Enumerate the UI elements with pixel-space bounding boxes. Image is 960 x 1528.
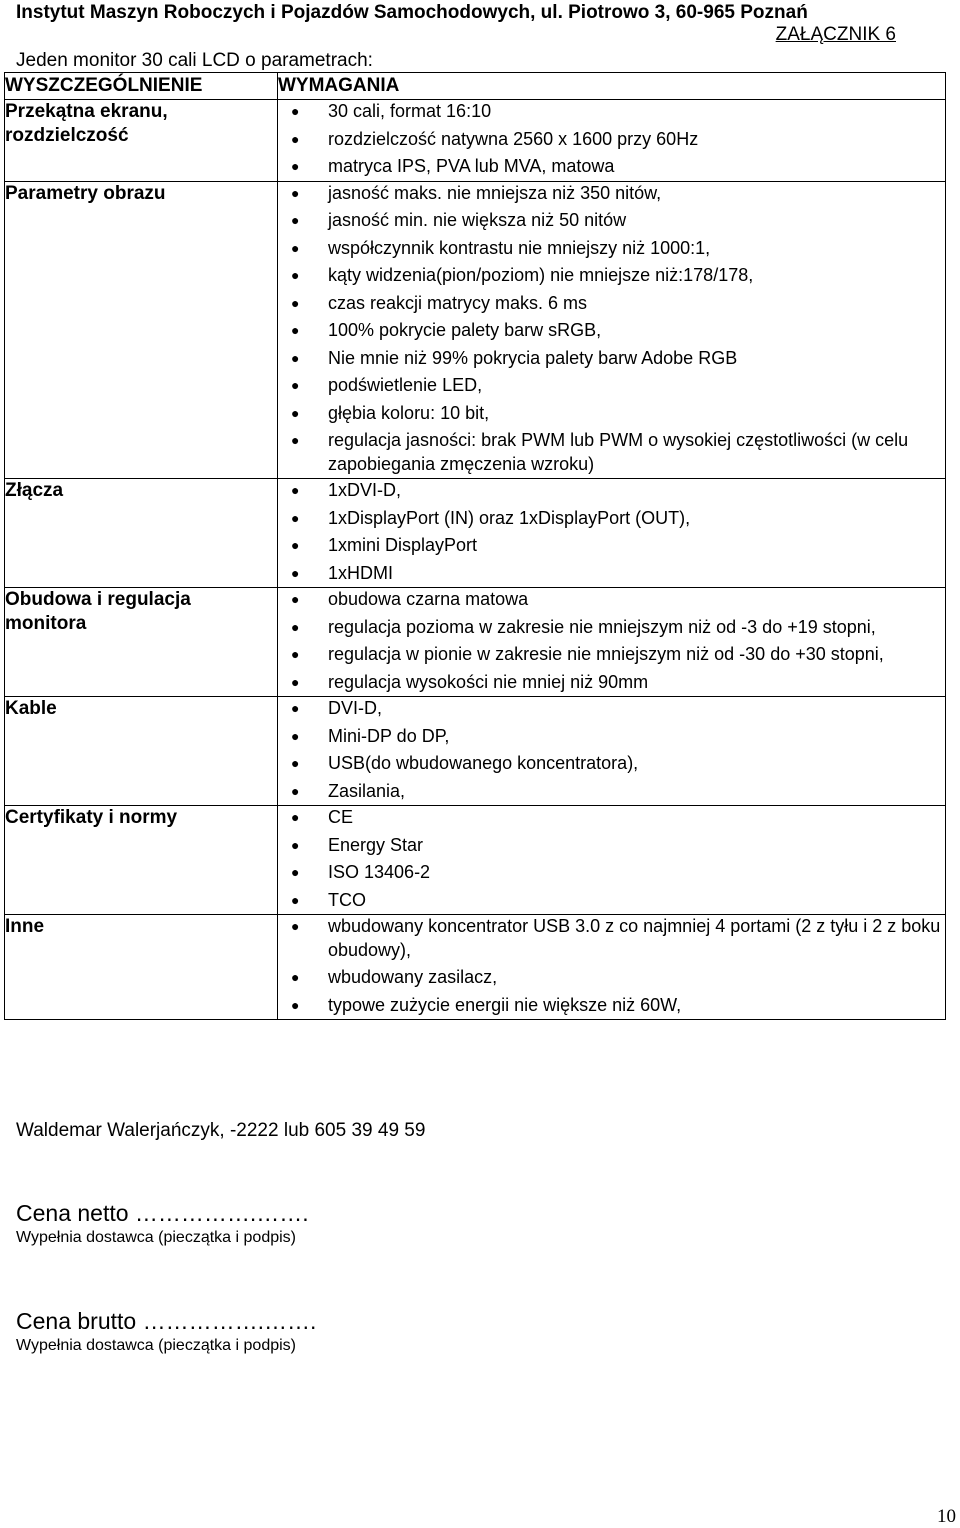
list-item: [278, 319, 945, 343]
requirement-text: 1xDisplayPort (IN) oraz 1xDisplayPort (OUT),: [328, 507, 691, 528]
requirement-text: regulacja wysokości nie mniej niż 90mm: [328, 671, 649, 692]
gross-price-label: Cena brutto …………….…….: [16, 1308, 317, 1334]
requirement-text: 30 cali, format 16:10: [328, 101, 492, 121]
list-item: [278, 155, 945, 179]
bullet-icon: ●: [291, 700, 300, 716]
requirement-text: rozdzielczość natywna 2560 x 1600 przy 60Hz: [328, 128, 699, 149]
requirement-text: podświetlenie LED,: [328, 375, 483, 395]
row-requirements: [278, 915, 946, 1020]
bullet-icon: ●: [291, 509, 300, 526]
list-item: [278, 915, 945, 962]
bullet-icon: ●: [291, 404, 300, 421]
requirement-text: USB(do wbudowanego koncentratora),: [328, 753, 639, 773]
requirement-text: TCO: [328, 889, 366, 910]
table-row: [5, 181, 946, 479]
list-item: [278, 752, 945, 776]
list-item: [278, 402, 945, 426]
requirements-list: [278, 588, 945, 694]
gross-price-note: Wypełnia dostawca (pieczątka i podpis): [16, 1337, 296, 1354]
bullet-icon: ●: [291, 103, 300, 119]
requirement-text: regulacja pozioma w zakresie nie mniejszym niż od -3 do +19 stopni,: [328, 616, 876, 637]
requirement-text: typowe zużycie energii nie większe niż 60W,: [328, 994, 682, 1015]
bullet-icon: ●: [291, 432, 300, 448]
bullet-icon: ●: [291, 673, 300, 690]
requirement-text: 1xmini DisplayPort: [328, 535, 478, 555]
requirement-text: wbudowany koncentrator USB 3.0 z co najmniej 4 portami (2 z tyłu i 2 z boku obudowy),: [328, 916, 941, 960]
requirement-text: obudowa czarna matowa: [328, 589, 529, 609]
list-item: [278, 237, 945, 261]
list-item: [278, 806, 945, 830]
row-requirements: [278, 806, 946, 915]
bullet-icon: ●: [291, 918, 300, 934]
bullet-icon: ●: [291, 809, 300, 825]
row-requirements: [278, 588, 946, 697]
bullet-icon: ●: [291, 322, 300, 338]
requirements-list: [278, 806, 945, 912]
requirement-text: CE: [328, 807, 354, 827]
bullet-icon: ●: [291, 727, 300, 744]
requirement-text: 1xHDMI: [328, 562, 394, 583]
bullet-icon: ●: [291, 349, 300, 366]
list-item: [278, 834, 945, 858]
list-item: [278, 616, 945, 640]
list-item: [278, 507, 945, 531]
list-item: [278, 966, 945, 990]
list-item: [278, 429, 945, 476]
list-item: [278, 725, 945, 749]
requirements-list: [278, 915, 945, 1017]
row-label: Przekątna ekranu, rozdzielczość: [5, 100, 278, 182]
row-label: Certyfikaty i normy: [5, 806, 278, 915]
row-requirements: [278, 697, 946, 806]
requirement-text: jasność maks. nie mniejsza niż 350 nitów,: [328, 182, 662, 203]
bullet-icon: ●: [291, 294, 300, 311]
annex-label: ZAŁĄCZNIK 6: [775, 24, 896, 45]
requirement-text: 1xDVI-D,: [328, 480, 402, 500]
list-item: [278, 182, 945, 206]
requirements-list: [278, 479, 945, 585]
row-requirements: [278, 100, 946, 182]
list-item: [278, 100, 945, 124]
list-item: [278, 264, 945, 288]
bullet-icon: ●: [291, 646, 300, 662]
contact-signature: Waldemar Walerjańczyk, -2222 lub 605 39 49 59: [16, 1120, 426, 1141]
requirement-text: współczynnik kontrastu nie mniejszy niż 1000:1,: [328, 237, 711, 258]
list-item: [278, 671, 945, 695]
requirements-list: [278, 100, 945, 179]
bullet-icon: ●: [291, 537, 300, 553]
intro-text: Jeden monitor 30 cali LCD o parametrach:: [16, 50, 373, 71]
net-price-block: [16, 1200, 309, 1247]
bullet-icon: ●: [291, 377, 300, 393]
row-label: Inne: [5, 915, 278, 1020]
row-requirements: [278, 181, 946, 479]
row-label: Obudowa i regulacja monitora: [5, 588, 278, 697]
bullet-icon: ●: [291, 267, 300, 283]
bullet-icon: ●: [291, 591, 300, 607]
bullet-icon: ●: [291, 184, 300, 201]
specification-table: [4, 72, 946, 1020]
requirement-text: matryca IPS, PVA lub MVA, matowa: [328, 156, 615, 176]
table-row: [5, 806, 946, 915]
requirement-text: czas reakcji matrycy maks. 6 ms: [328, 292, 588, 313]
list-item: [278, 209, 945, 233]
list-item: [278, 780, 945, 804]
bullet-icon: ●: [291, 130, 300, 147]
bullet-icon: ●: [291, 996, 300, 1013]
bullet-icon: ●: [291, 212, 300, 228]
gross-price-block: [16, 1308, 316, 1355]
requirement-text: regulacja jasności: brak PWM lub PWM o wysokiej częstotliwości (w celu zapobiegania zmęczenia wzroku): [328, 430, 909, 474]
requirements-list: [278, 697, 945, 803]
bullet-icon: ●: [291, 755, 300, 771]
bullet-icon: ●: [291, 564, 300, 581]
bullet-icon: ●: [291, 864, 300, 880]
list-item: [278, 889, 945, 913]
requirement-text: Zasilania,: [328, 780, 406, 801]
requirement-text: Energy Star: [328, 834, 424, 855]
bullet-icon: ●: [291, 618, 300, 635]
requirement-text: DVI-D,: [328, 698, 382, 718]
net-price-label: Cena netto …………….…….: [16, 1200, 309, 1226]
table-body: [5, 100, 946, 1020]
requirement-text: regulacja w pionie w zakresie nie mniejszym niż od -30 do +30 stopni,: [328, 644, 884, 664]
requirement-text: Mini-DP do DP,: [328, 725, 450, 746]
list-item: [278, 534, 945, 558]
list-item: [278, 479, 945, 503]
requirement-text: jasność min. nie większa niż 50 nitów: [328, 210, 627, 230]
row-label: Złącza: [5, 479, 278, 588]
table-row: [5, 915, 946, 1020]
bullet-icon: ●: [291, 782, 300, 799]
row-label: Kable: [5, 697, 278, 806]
list-item: [278, 292, 945, 316]
page-number: 10: [937, 1506, 956, 1527]
list-item: [278, 128, 945, 152]
table-header-row: [5, 73, 946, 100]
requirement-text: ISO 13406-2: [328, 862, 431, 882]
table-row: [5, 479, 946, 588]
row-requirements: [278, 479, 946, 588]
list-item: [278, 588, 945, 612]
net-price-note: Wypełnia dostawca (pieczątka i podpis): [16, 1229, 296, 1246]
column-header-specification: WYSZCZEGÓLNIENIE: [5, 73, 278, 100]
list-item: [278, 643, 945, 667]
column-header-requirements: WYMAGANIA: [278, 73, 946, 100]
bullet-icon: ●: [291, 969, 300, 985]
row-label: Parametry obrazu: [5, 181, 278, 479]
requirement-text: wbudowany zasilacz,: [328, 967, 498, 987]
requirement-text: kąty widzenia(pion/poziom) nie mniejsze niż:178/178,: [328, 265, 754, 285]
requirement-text: 100% pokrycie palety barw sRGB,: [328, 320, 602, 340]
list-item: [278, 861, 945, 885]
list-item: [278, 562, 945, 586]
requirement-text: głębia koloru: 10 bit,: [328, 402, 490, 423]
list-item: [278, 374, 945, 398]
bullet-icon: ●: [291, 891, 300, 908]
table-row: [5, 588, 946, 697]
requirement-text: Nie mnie niż 99% pokrycia palety barw Adobe RGB: [328, 347, 738, 368]
table-row: [5, 100, 946, 182]
bullet-icon: ●: [291, 482, 300, 498]
bullet-icon: ●: [291, 158, 300, 174]
bullet-icon: ●: [291, 836, 300, 853]
list-item: [278, 994, 945, 1018]
table-row: [5, 697, 946, 806]
list-item: [278, 347, 945, 371]
institute-address: Instytut Maszyn Roboczych i Pojazdów Samochodowych, ul. Piotrowo 3, 60-965 Poznań: [16, 2, 808, 23]
list-item: [278, 697, 945, 721]
requirements-list: [278, 182, 945, 477]
bullet-icon: ●: [291, 239, 300, 256]
